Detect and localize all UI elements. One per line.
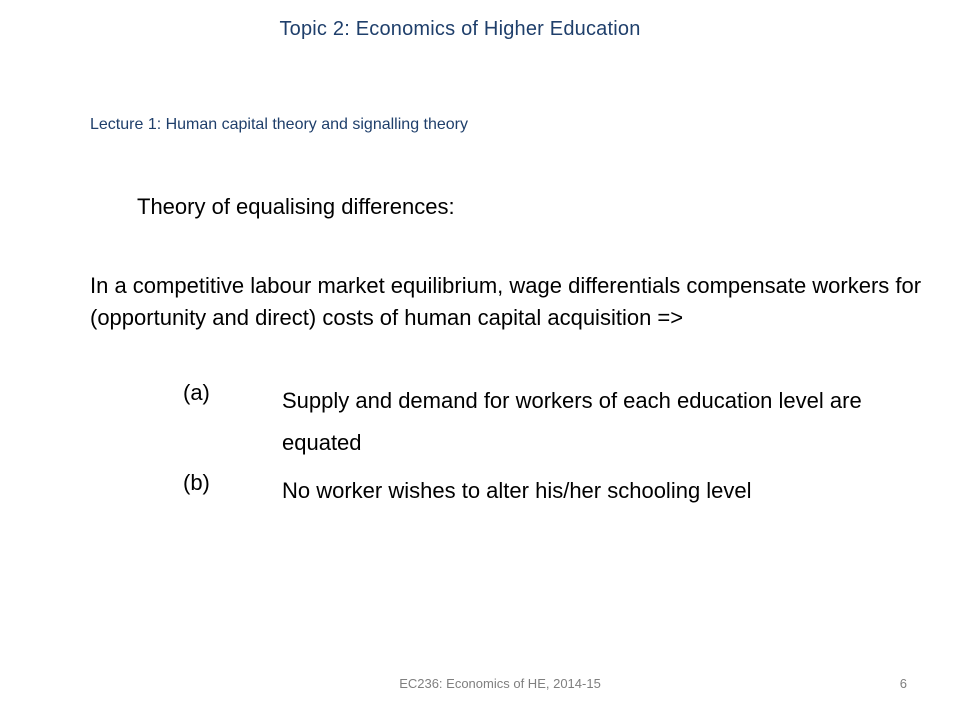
topic-title: Topic 2: Economics of Higher Education (279, 18, 641, 40)
lecture-title: Lecture 1: Human capital theory and signalling theory (90, 116, 468, 133)
section-heading: Theory of equalising differences: (137, 194, 455, 219)
list-text-a: Supply and demand for workers of each education level are equated (282, 388, 862, 455)
list-marker-a: (a) (183, 380, 210, 405)
page-number: 6 (899, 676, 907, 691)
list-text-b: No worker wishes to alter his/her schooling level (282, 478, 752, 503)
footer-text: EC236: Economics of HE, 2014-15 (399, 676, 601, 691)
body-paragraph: In a competitive labour market equilibrium, wage differentials compensate workers for (opportunity and direct) costs of human capital acquisition => (90, 273, 922, 330)
list-marker-b: (b) (183, 470, 210, 495)
